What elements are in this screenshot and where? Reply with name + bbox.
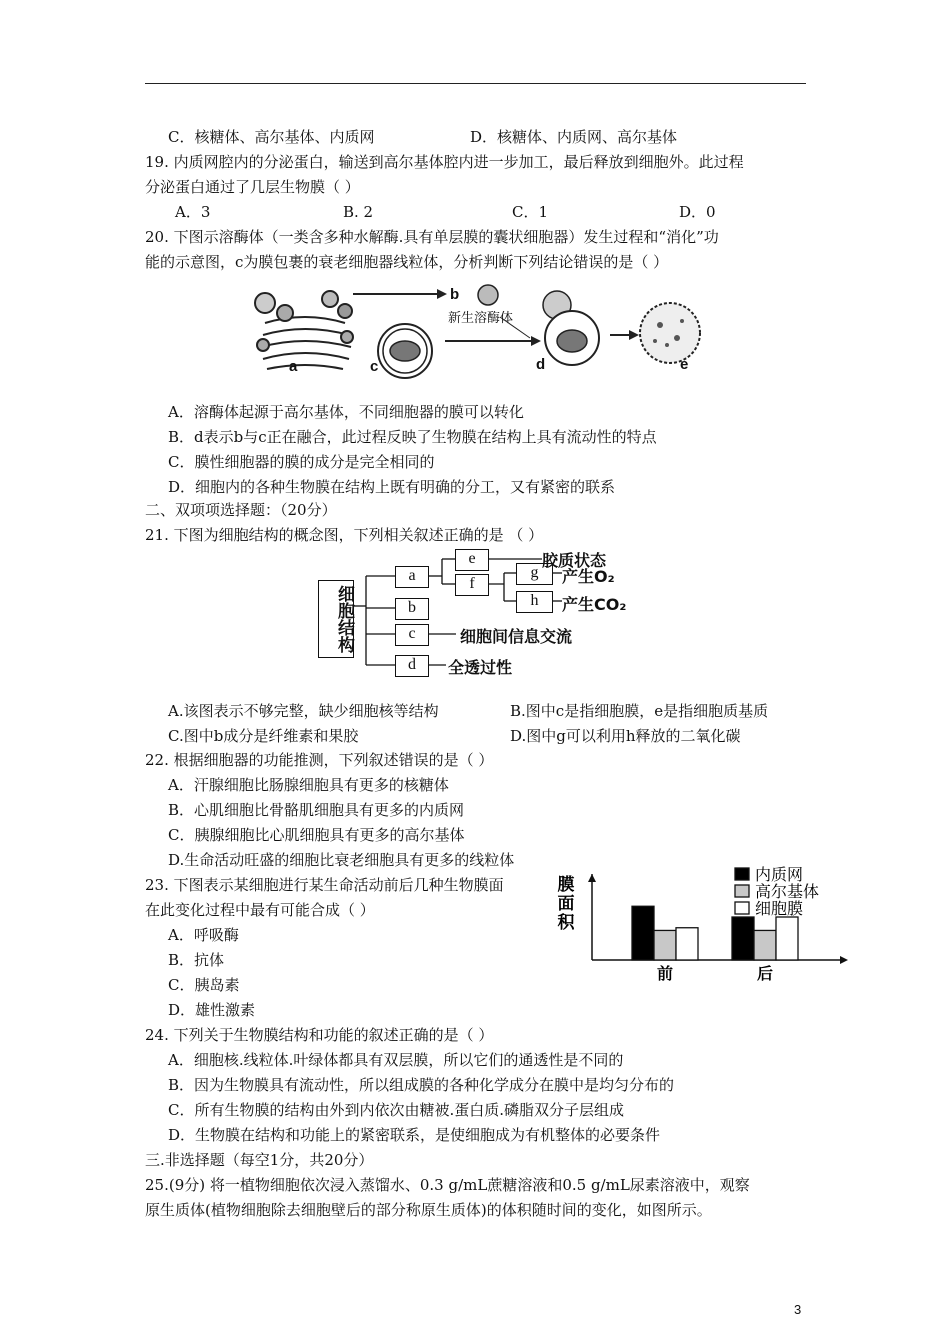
concept-h-text: 产生CO₂ (562, 595, 627, 614)
concept-d-text: 全透过性 (448, 658, 513, 677)
q20-stem-line1: 20. 下图示溶酶体（一类含多种水解酶.具有单层膜的囊状细胞器）发生过程和“消化”功 (145, 228, 719, 246)
concept-c-text: 细胞间信息交流 (460, 627, 573, 646)
concept-box-h: h (516, 591, 553, 613)
bar-细胞膜-前 (676, 928, 698, 960)
q24-option-c: C．所有生物膜的结构由外到内依次由糖被.蛋白质.磷脂双分子层组成 (168, 1101, 625, 1119)
q22-option-d: D.生命活动旺盛的细胞比衰老细胞具有更多的线粒体 (168, 851, 515, 869)
cell-structure-concept-map (318, 546, 698, 686)
fig20-label-e: e (680, 356, 689, 373)
q22-option-a: A．汗腺细胞比肠腺细胞具有更多的核糖体 (168, 776, 449, 794)
concept-box-e: e (455, 549, 489, 571)
q23-stem-line2: 在此变化过程中最有可能合成（ ） (145, 901, 375, 919)
q21-stem: 21. 下图为细胞结构的概念图，下列相关叙述正确的是 （ ） (145, 526, 544, 544)
bar-高尔基体-前 (654, 930, 676, 960)
q21-option-c: C.图中b成分是纤维素和果胶 (168, 727, 359, 745)
bar-细胞膜-后 (776, 917, 798, 960)
legend-label: 高尔基体 (755, 882, 820, 901)
concept-box-f: f (455, 574, 489, 596)
y-axis-arrow (588, 874, 596, 882)
legend-label: 细胞膜 (755, 899, 804, 918)
y-axis-label-char: 面 (557, 894, 575, 914)
q20-option-b: B．d表示b与c正在融合，此过程反映了生物膜在结构上具有流动性的特点 (168, 428, 657, 446)
section-3-heading: 三.非选择题（每空1分，共20分） (145, 1151, 374, 1169)
fig20-label-d: d (536, 356, 546, 373)
q21-option-a: A.该图表示不够完整，缺少细胞核等结构 (168, 702, 439, 720)
y-axis-label-char: 积 (557, 913, 575, 933)
q20-option-d: D．细胞内的各种生物膜在结构上既有明确的分工，又有紧密的联系 (168, 478, 616, 496)
membrane-area-chart-svg (550, 860, 890, 982)
q18-option-c: C．核糖体、高尔基体、内质网 (168, 128, 375, 146)
x-tick-label: 后 (756, 964, 774, 982)
q23-option-c: C．胰岛素 (168, 976, 240, 994)
bar-内质网-前 (632, 906, 654, 960)
concept-box-a: a (395, 566, 429, 588)
fig20-label-c: c (370, 358, 379, 375)
q24-option-a: A．细胞核.线粒体.叶绿体都具有双层膜，所以它们的通透性是不同的 (168, 1051, 624, 1069)
header-rule (145, 83, 806, 84)
q22-option-b: B．心肌细胞比骨骼肌细胞具有更多的内质网 (168, 801, 465, 819)
x-tick-label: 前 (656, 964, 674, 982)
concept-box-d: d (395, 655, 429, 677)
page-number: 3 (794, 1302, 802, 1317)
q23-stem-line1: 23. 下图表示某细胞进行某生命活动前后几种生物膜面 (145, 876, 504, 894)
y-axis-label-char: 膜 (557, 875, 575, 895)
q21-option-b: B.图中c是指细胞膜，e是指细胞质基质 (510, 702, 769, 720)
fusion-drawing (543, 291, 599, 365)
bar-高尔基体-后 (754, 930, 776, 960)
q22-stem: 22. 根据细胞器的功能推测，下列叙述错误的是（ ） (145, 751, 494, 769)
concept-box-b: b (395, 598, 429, 620)
digesting-lysosome-drawing (640, 303, 700, 363)
legend-label: 内质网 (755, 865, 804, 884)
q23-option-d: D．雄性激素 (168, 1001, 256, 1019)
q18-option-d: D．核糖体、内质网、高尔基体 (470, 128, 678, 146)
lysosome-figure (245, 283, 705, 383)
q19-option-b: B. 2 (343, 203, 374, 221)
q20-option-c: C．膜性细胞器的膜的成分是完全相同的 (168, 453, 435, 471)
q19-stem-line1: 19. 内质网腔内的分泌蛋白，输送到高尔基体腔内进一步加工，最后释放到细胞外。此过程 (145, 153, 744, 171)
q23-option-b: B．抗体 (168, 951, 225, 969)
q21-option-d: D.图中g可以利用h释放的二氧化碳 (510, 727, 741, 745)
q20-option-a: A．溶酶体起源于高尔基体，不同细胞器的膜可以转化 (168, 403, 524, 421)
legend-swatch (735, 902, 749, 914)
q24-stem: 24. 下列关于生物膜结构和功能的叙述正确的是（ ） (145, 1026, 494, 1044)
legend-swatch (735, 885, 749, 897)
q23-option-a: A．呼吸酶 (168, 926, 239, 944)
q22-option-c: C．胰腺细胞比心肌细胞具有更多的高尔基体 (168, 826, 465, 844)
golgi-apparatus-drawing (255, 291, 353, 369)
new-lysosome-drawing (478, 285, 498, 305)
q24-option-b: B．因为生物膜具有流动性，所以组成膜的各种化学成分在膜中是均匀分布的 (168, 1076, 675, 1094)
concept-box-c: c (395, 624, 429, 646)
legend-swatch (735, 868, 749, 880)
q19-option-c: C．1 (512, 203, 549, 221)
q24-option-d: D．生物膜在结构和功能上的紧密联系，是使细胞成为有机整体的必要条件 (168, 1126, 661, 1144)
concept-g-text: 产生O₂ (562, 567, 615, 586)
q25-line2: 原生质体(植物细胞除去细胞壁后的部分称原生质体)的体积随时间的变化，如图所示。 (145, 1201, 712, 1219)
x-axis-arrow (840, 956, 848, 964)
section-2-heading: 二、双项项选择题：（20分） (145, 501, 337, 519)
concept-e-text: 胶质状态 (542, 551, 607, 570)
q25-line1: 25.(9分) 将一植物细胞依次浸入蒸馏水、0.3 g/mL蔗糖溶液和0.5 g/mL尿素溶液中，观察 (145, 1176, 750, 1194)
membrane-area-chart (550, 860, 890, 982)
q19-option-d: D．0 (679, 203, 716, 221)
q19-stem-line2: 分泌蛋白通过了几层生物膜（ ） (145, 178, 360, 196)
bar-内质网-后 (732, 917, 754, 960)
concept-root-cell-structure: 细胞结构 (318, 580, 354, 658)
q19-option-a: A．3 (175, 203, 211, 221)
fig20-label-a: a (289, 358, 298, 375)
fig20-label-b: b (450, 286, 460, 303)
concept-box-g: g (516, 563, 553, 585)
q20-stem-line2: 能的示意图，c为膜包裹的衰老细胞器线粒体，分析判断下列结论错误的是（ ） (145, 253, 669, 271)
wrapped-mitochondrion-drawing (378, 324, 432, 378)
fig20-caption: 新生溶酶体 (448, 311, 514, 326)
